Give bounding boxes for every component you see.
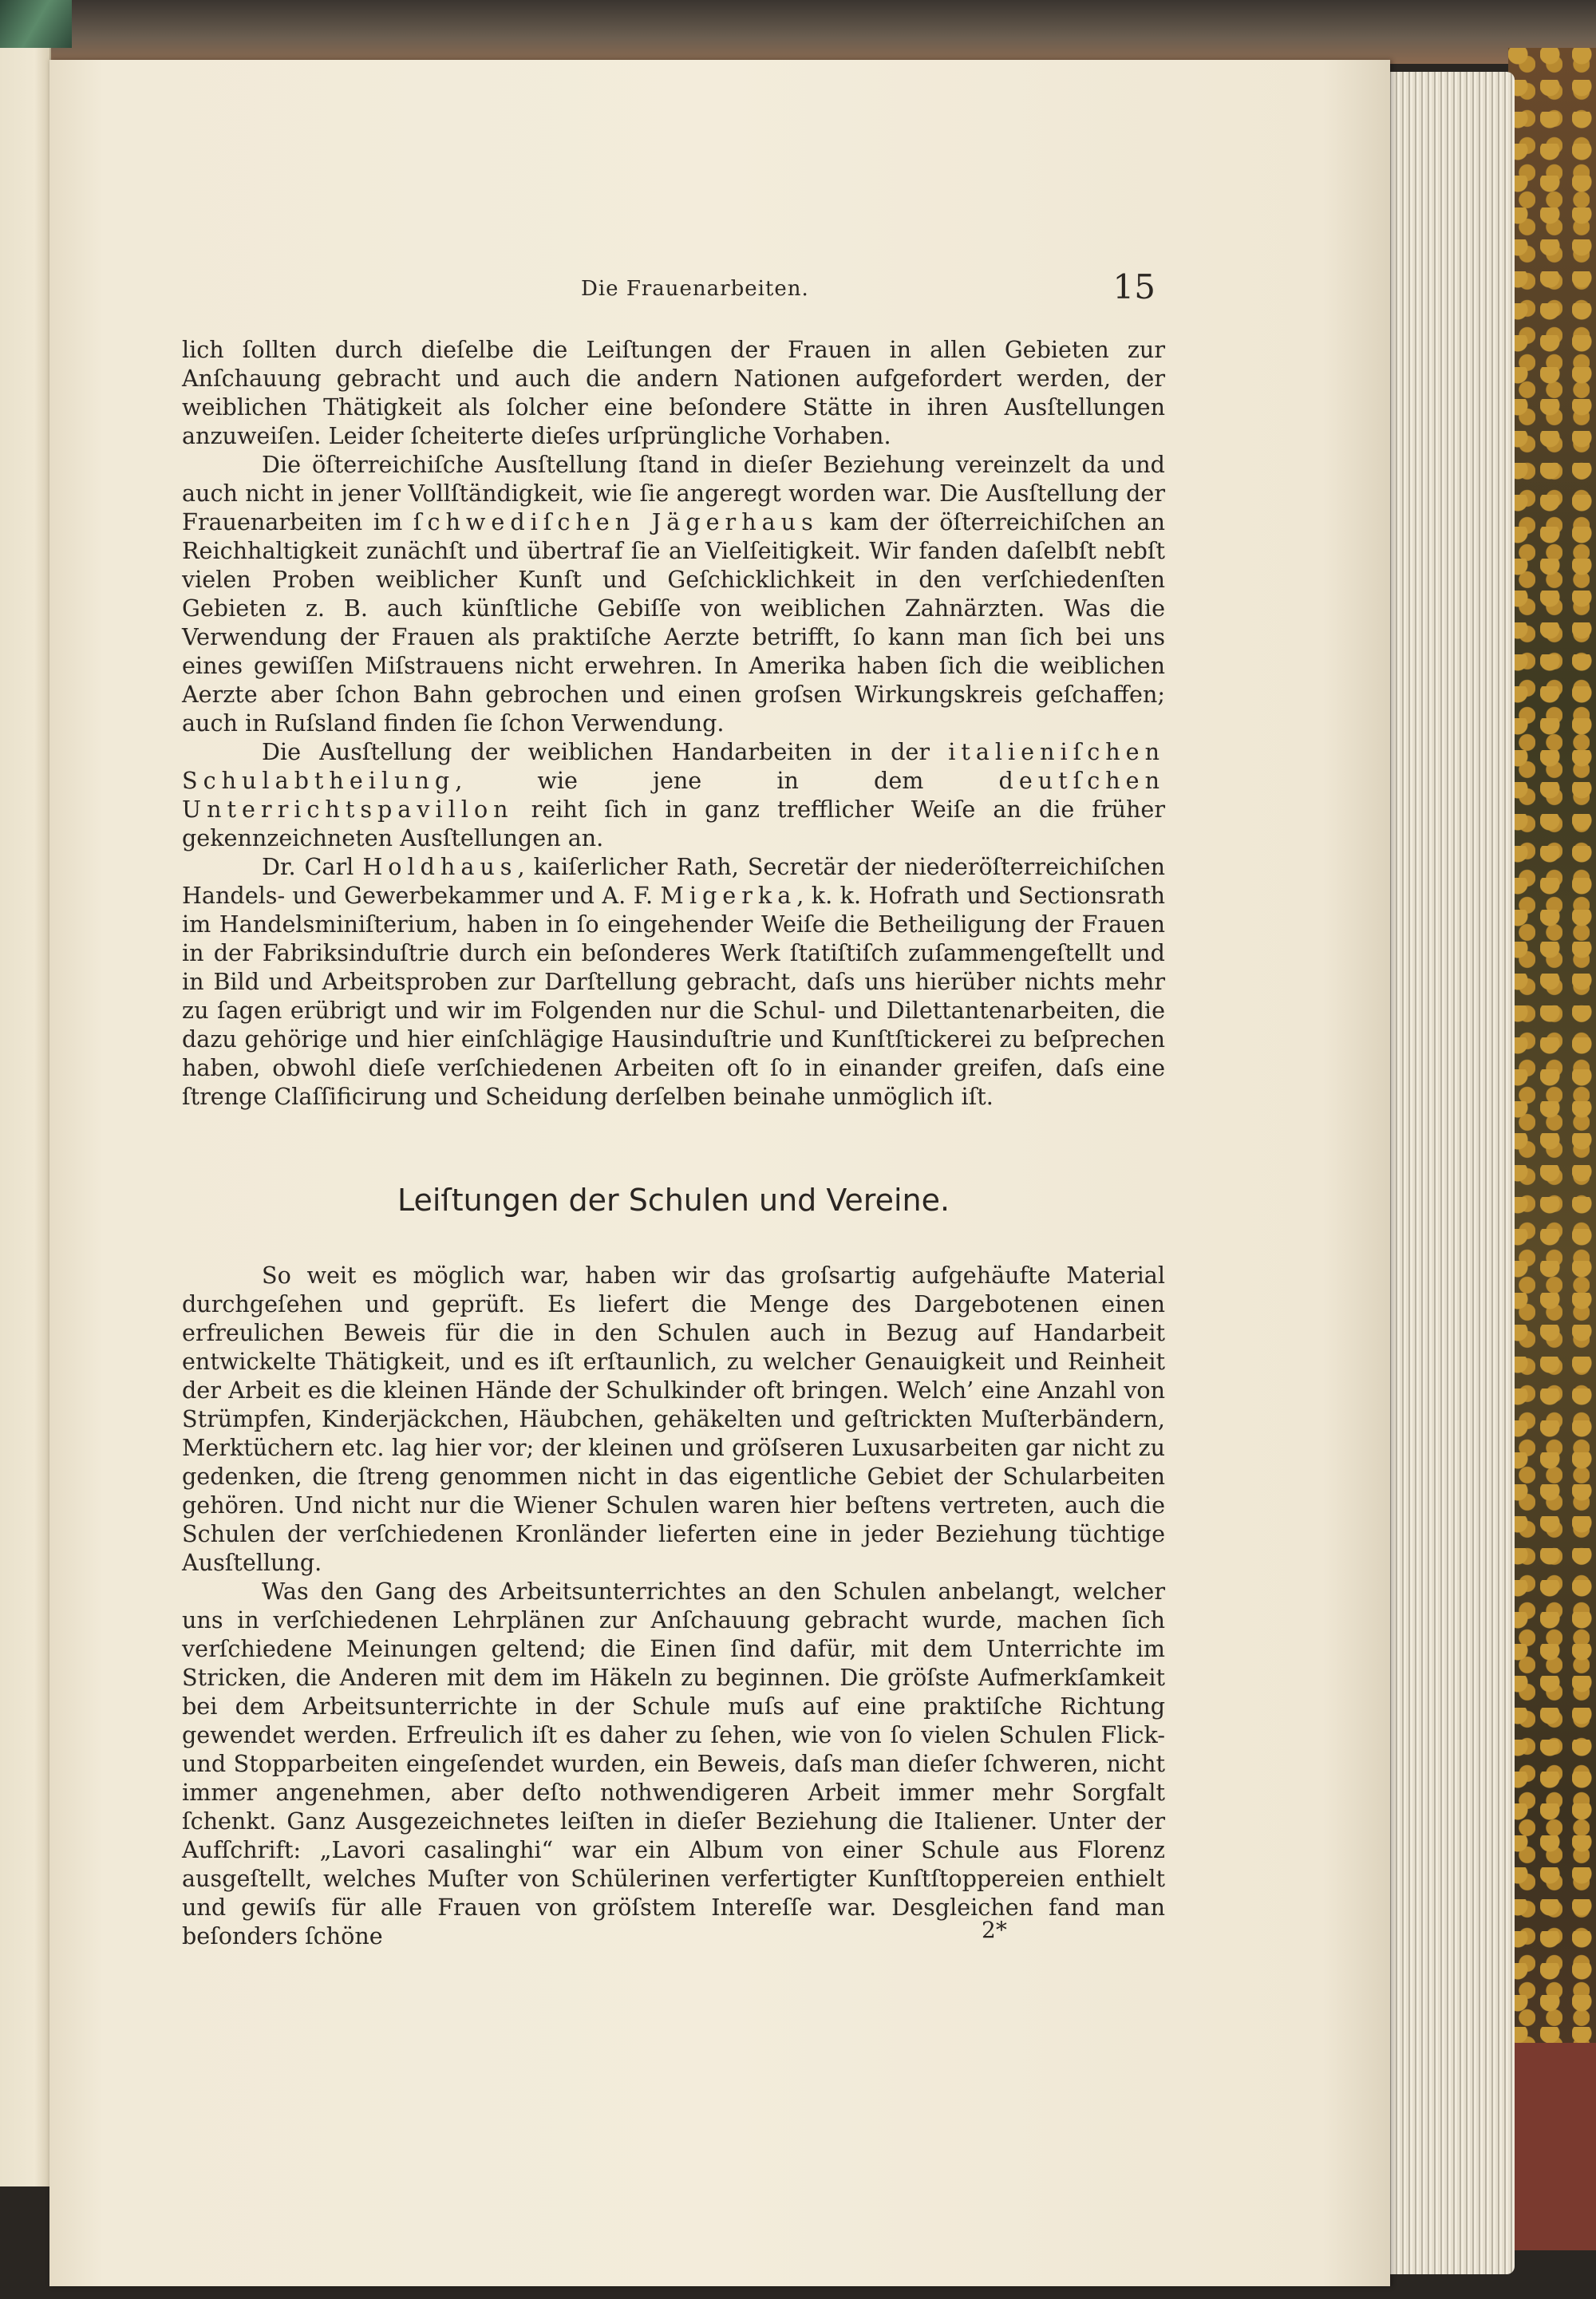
text-run: Die Ausſtellung der weiblichen Handarbeiten in der (262, 738, 949, 765)
text-run: kam der öſterreichiſchen an Reichhaltigkeit zunächſt und übertraf ſie an Vielſeitigkeit. Wir fanden daſelbſt nebſt vielen Proben weiblicher Kunſt und Geſchicklichkeit in den verſchiedenſten Gebieten z. B. auch künſtliche Gebiſſe von weiblichen Zahnärzten. Was die Verwendung der Frauen als praktiſche Aerzte betrifft, ſo kann man ſich bei uns eines gewiſſen Miſstrauens nicht erwehren. In Amerika haben ſich die weiblichen Aerzte aber ſchon Bahn gebrochen und einen groſsen Wirkungskreis geſchaffen; auch in Ruſsland finden ſie ſchon Verwendung. (182, 508, 1165, 737)
spaced-emphasis: ſchwediſchen Jägerhaus (413, 508, 819, 535)
paragraph: lich ſollten durch dieſelbe die Leiſtungen der Frauen in allen Gebieten zur Anſchauung gebracht und auch die andern Nationen aufgefordert werden, der weiblichen Thätigkeit als ſolcher eine beſondere Stätte in ihren Ausſtellungen anzuweiſen. Leider ſcheiterte dieſes urſprüngliche Vorhaben. (182, 336, 1165, 449)
cover-board-corner-bottom (1508, 2043, 1596, 2250)
paragraph: So weit es möglich war, haben wir das groſsartig aufgehäufte Material durchgeſehen und geprüft. Es liefert die Menge des Dargebotenen einen erfreulichen Beweis für die in den Schulen auch in Bezug auf Handarbeit entwickelte Thätigkeit, und es iſt erſtaunlich, zu welcher Genauigkeit und Reinheit der Arbeit es die kleinen Hände der Schulkinder oft bringen. Welch’ eine Anzahl von Strümpfen, Kinderjäckchen, Häubchen, gehäkelten und geſtrickten Muſterbändern, Merktüchern etc. lag hier vor; der kleinen und gröſseren Luxusarbeiten gar nicht zu gedenken, die ſtreng genommen nicht in das eigentliche Gebiet der Schularbeiten gehören. Und nicht nur die Wiener Schulen waren hier beſtens vertreten, auch die Schulen der verſchiedenen Kronländer lieferten eine in jeder Beziehung tüchtige Ausſtellung. (182, 1262, 1165, 1576)
paragraph: Was den Gang des Arbeitsunterrichtes an den Schulen anbelangt, welcher uns in verſchiedenen Lehrplänen zur Anſchauung gebracht wurde, machen ſich verſchiedene Meinungen geltend; die Einen ſind dafür, mit dem Unterrichte im Stricken, die Anderen mit dem im Häkeln zu beginnen. Die gröſste Aufmerkſamkeit bei dem Arbeitsunterrichte in der Schule muſs auf eine praktiſche Richtung gewendet werden. Erfreulich iſt es daher zu ſehen, wie von ſo vielen Schulen Flick- und Stopparbeiten eingeſendet wurden, ein Beweis, daſs man dieſer ſchweren, nicht immer angenehmen, aber deſto nothwendigeren Arbeit immer mehr Sorgfalt ſchenkt. Ganz Ausgezeichnetes leiſten in dieſer Beziehung die Italiener. Unter der Aufſchrift: „Lavori casalinghi“ war ein Album von einer Schule aus Florenz ausgeſtellt, welches Muſter von Schülerinen verfertigter Kunſtſtoppereien enthielt und gewiſs für alle Frauen von gröſstem Intereſſe war. Desgleichen fand man beſonders ſchöne (182, 1578, 1165, 1949)
paragraph (182, 852, 1165, 1111)
spaced-emphasis: Holdhaus (362, 853, 518, 880)
paragraph (182, 737, 1165, 852)
text-run: , k. k. Hofrath und Sectionsrath im Handelsminiſterium, haben in ſo eingehender Weiſe die Betheiligung der Frauen in der Fabriksinduſtrie durch ein beſonderes Werk ſtatiſtiſch zuſammengeſtellt und in Bild und Arbeitsproben zur Darſtellung gebracht, daſs uns hierüber nichts mehr zu ſagen erübrigt und wir im Folgenden nur die Schul- und Dilettantenarbeiten, die dazu gehörige und hier einſchlägige Hausinduſtrie und Kunſtſtickerei zu beſprechen haben, obwohl dieſe verſchiedenen Arbeiten oft ſo in einander greifen, daſs eine ſtrenge Claſſificirung und Scheidung derſelben beinahe unmöglich iſt. (182, 882, 1165, 1110)
text-run: reiht ſich in ganz trefflicher Weiſe an die früher gekennzeichneten Ausſtellungen an. (182, 796, 1165, 851)
spaced-emphasis: Migerka (660, 882, 797, 909)
text-run: , kaiſerlicher Rath, Secretär der niederöſterreichiſchen Handels- und Gewerbekammer und A. F. (182, 853, 1165, 909)
spaced-emphasis: italieniſchen Schulabtheilung (182, 738, 1165, 794)
paragraph (182, 450, 1165, 737)
text-block-upper (182, 335, 1165, 1111)
signature-mark: 2* (982, 1917, 1007, 1943)
bookmark-ribbon (0, 0, 72, 48)
section-heading: Leiſtungen der Schulen und Vereine. (397, 1183, 950, 1218)
text-run: Die öſterreichiſche Ausſtellung ſtand in dieſer Beziehung vereinzelt da und auch nicht in jener Vollſtändigkeit, wie ſie angeregt worden war. Die Ausſtellung der Frauenarbeiten im (182, 451, 1165, 535)
text-block-lower (182, 1261, 1165, 1950)
marbled-cover-board (1508, 48, 1596, 2250)
running-title: Die Frauenarbeiten. (581, 277, 809, 301)
left-page-edge (0, 48, 51, 2186)
book-binding-top (0, 0, 1596, 64)
page-number: 15 (1112, 267, 1156, 306)
text-run: , wie jene in dem (455, 767, 999, 794)
page-header (182, 267, 1156, 315)
text-run: Dr. Carl (262, 853, 363, 880)
page-block-edges (1387, 72, 1515, 2274)
spaced-emphasis: deutſchen Unterrichtspavillon (182, 767, 1165, 823)
